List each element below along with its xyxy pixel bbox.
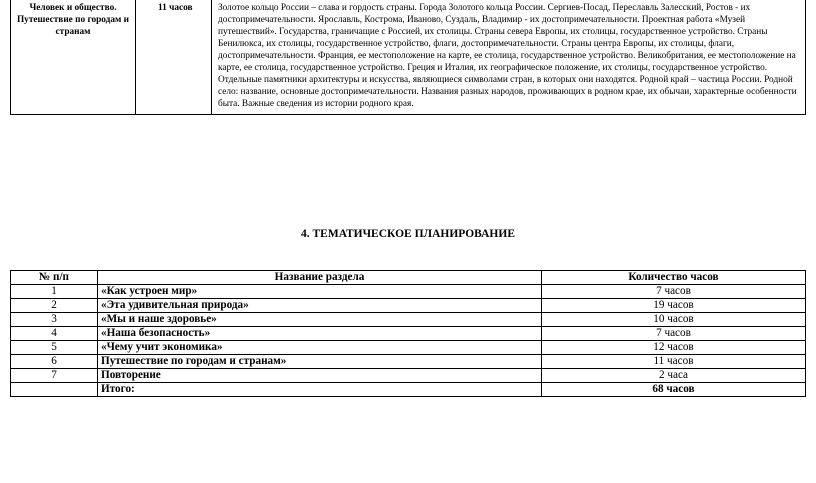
total-num-empty: [11, 383, 98, 397]
row-num: 1: [11, 285, 98, 299]
row-hours: 10 часов: [542, 313, 806, 327]
row-hours: 7 часов: [542, 327, 806, 341]
row-hours: 11 часов: [542, 355, 806, 369]
row-hours: 2 часа: [542, 369, 806, 383]
row-num: 2: [11, 299, 98, 313]
header-hours: Количество часов: [542, 271, 806, 285]
row-num: 5: [11, 341, 98, 355]
table-row: [11, 327, 806, 341]
table-header-row: [11, 271, 806, 285]
row-num: 3: [11, 313, 98, 327]
total-label: Итого:: [98, 383, 542, 397]
table-row: [11, 0, 806, 115]
row-name: Путешествие по городам и странам»: [98, 355, 542, 369]
row-num: 4: [11, 327, 98, 341]
row-num: 6: [11, 355, 98, 369]
header-name: Название раздела: [98, 271, 542, 285]
table-row: [11, 369, 806, 383]
row-name: «Как устроен мир»: [98, 285, 542, 299]
table-row: [11, 285, 806, 299]
row-hours: 12 часов: [542, 341, 806, 355]
section-cell: Человек и общество. Путешествие по городам и странам: [11, 0, 136, 115]
row-hours: 19 часов: [542, 299, 806, 313]
row-num: 7: [11, 369, 98, 383]
table-row: [11, 299, 806, 313]
row-hours: 7 часов: [542, 285, 806, 299]
table-total-row: [11, 383, 806, 397]
row-name: «Мы и наше здоровье»: [98, 313, 542, 327]
row-name: «Чему учит экономика»: [98, 341, 542, 355]
table-row: [11, 313, 806, 327]
content-cell: Золотое кольцо России – слава и гордость страны. Города Золотого кольца Росcии. Сергиев-Посад, Переславль Залесский, Ростов - их достопримечательности. Ярославль, Кострома, Иваново, Суздаль, Владимир - их достопримечательности. Проектная работа «Музей путешествий». Государства, граничащие с Россией, их столицы. Страны севера Европы, их столицы, государственное устройство. Страны Бенилюкса, их столицы, государственное устройство, флаги, достопримечательности. Страны центра Европы, их столицы, флаги, достопримечательности. Франция, ее местоположение на карте, ее столица, государственное устройство. Великобритания, ее местоположение на карте, ее столица, государственное устройство. Греция и Италия, их географическое положение, их столицы, государственное устройство. Отдельные памятники архитектуры и искусства, являющиеся символами стран, в которых они находятся. Родной край – частица России. Родной село: название, основные достопримечательности. Названия разных народов, проживающих в родном крае, их обычаи, характерные особенности быта. Важные сведения из истории родного края.: [212, 0, 806, 115]
table-row: [11, 341, 806, 355]
table-row: [11, 355, 806, 369]
row-name: «Эта удивительная природа»: [98, 299, 542, 313]
header-num: № п/п: [11, 271, 98, 285]
hours-cell: 11 часов: [136, 0, 212, 115]
total-hours: 68 часов: [542, 383, 806, 397]
thematic-plan-table: [10, 270, 806, 397]
row-name: «Наша безопасность»: [98, 327, 542, 341]
row-name: Повторение: [98, 369, 542, 383]
curriculum-table: [10, 0, 806, 115]
section-title: 4. ТЕМАТИЧЕСКОЕ ПЛАНИРОВАНИЕ: [301, 228, 515, 240]
